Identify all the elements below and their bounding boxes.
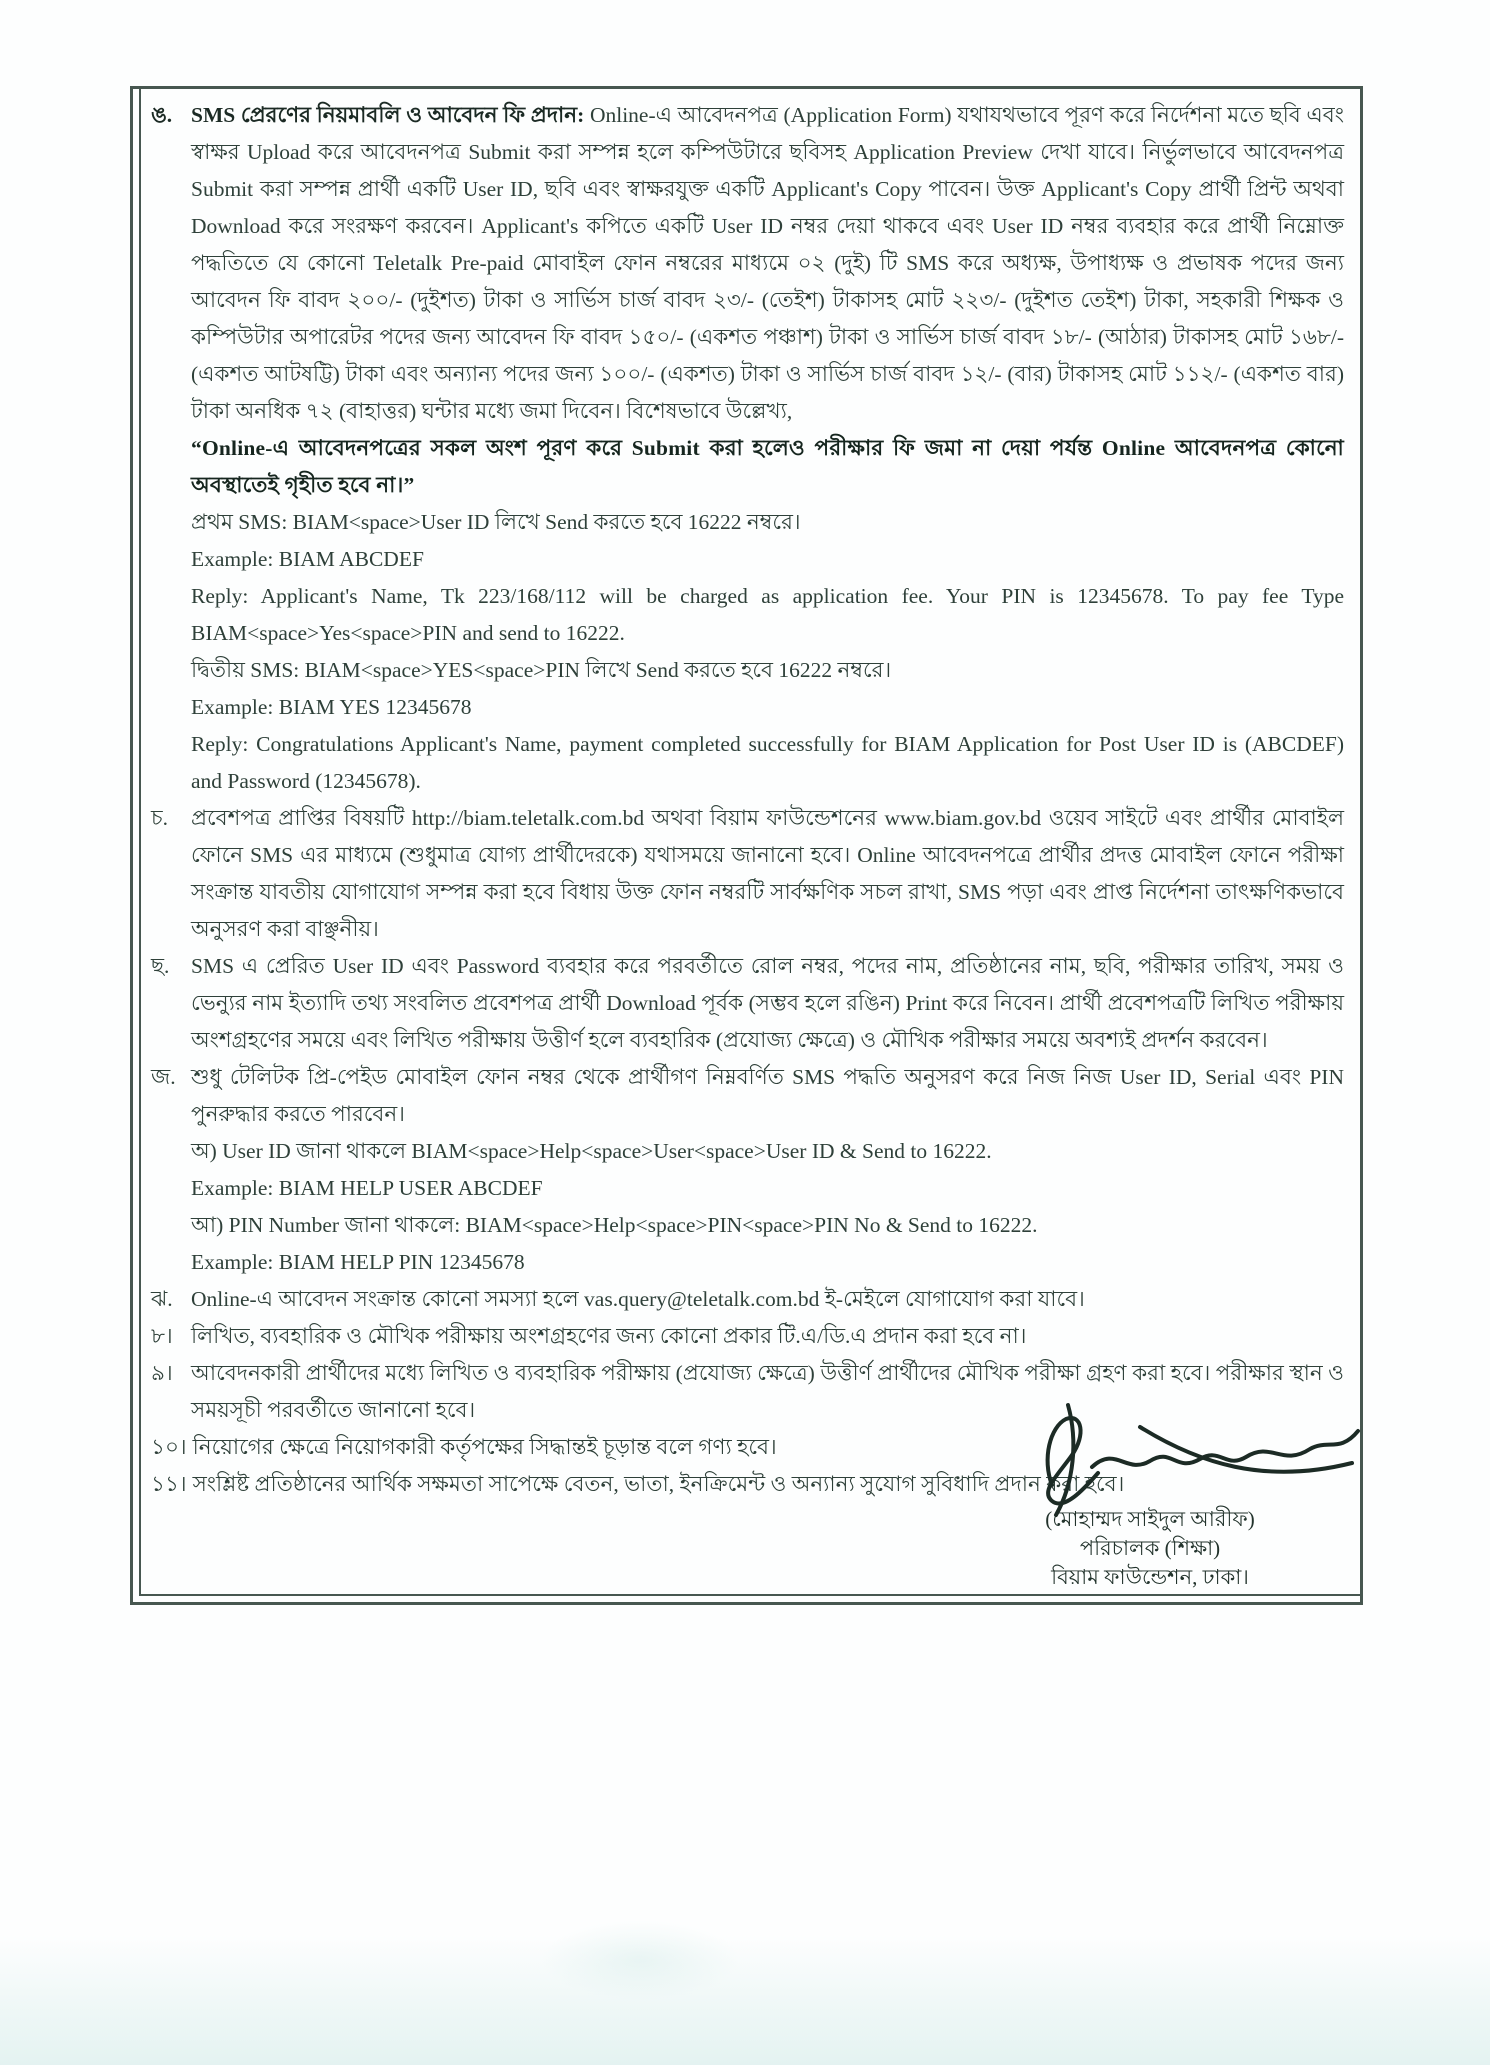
sms-rules-heading: SMS প্রেরণের নিয়মাবলি ও আবেদন ফি প্রদান: (191, 103, 585, 127)
notice-item-no-ta-da (151, 1318, 1344, 1355)
signatory-organization: বিয়াম ফাউন্ডেশন, ঢাকা। (1051, 1565, 1249, 1589)
item-label: ঙ. (151, 103, 173, 127)
signatory-name: (মোহাম্মদ সাইদুল আরীফ) (1045, 1507, 1255, 1531)
sms-rules-paragraph (191, 97, 1344, 430)
signature-block (980, 1505, 1320, 1592)
download-admit-text: SMS এ প্রেরিত User ID এবং Password ব্যবহার করে পরবর্তীতে রোল নম্বর, পদের নাম, প্রতিষ্ঠানের নাম, ছবি, পরীক্ষার তারিখ, সময় ও ভেন্যুর নাম ইত্যাদি তথ্য সংবলিত প্রবেশপত্র প্রার্থী Download পূর্বক (সম্ভব হলে রঙিন) Print করে নিবেন। প্রার্থী প্রবেশপত্রটি লিখিত পরীক্ষায় অংশগ্রহণের সময়ে এবং লিখিত পরীক্ষায় উত্তীর্ণ হলে ব্যবহারিক (প্রযোজ্য ক্ষেত্রে) ও মৌখিক পরীক্ষার সময়ে অবশ্যই প্রদর্শন করবেন। (191, 954, 1344, 1052)
authority-decision-text: নিয়োগের ক্ষেত্রে নিয়োগকারী কর্তৃপক্ষের সিদ্ধান্তই চূড়ান্ত বলে গণ্য হবে। (192, 1435, 777, 1459)
recovery-pin-instruction: আ) PIN Number জানা থাকলে: BIAM<space>Help<space>PIN<space>PIN No & Send to 16222. (191, 1213, 1038, 1237)
item-label: ৯। (151, 1361, 173, 1385)
item-label: চ. (151, 806, 168, 830)
item-label: ছ. (151, 954, 170, 978)
item-label: ১০। (151, 1435, 187, 1459)
recovery-pin-example: Example: BIAM HELP PIN 12345678 (191, 1250, 525, 1274)
fee-warning-note: “Online-এ আবেদনপত্রের সকল অংশ পূরণ করে Submit করা হলেও পরীক্ষার ফি জমা না দেয়া পর্যন্ত Online আবেদনপত্র কোনো অবস্থাতেই গৃহীত হবে না।” (191, 436, 1344, 497)
exam-schedule-text: আবেদনকারী প্রার্থীদের মধ্যে লিখিত ও ব্যবহারিক পরীক্ষায় (প্রযোজ্য ক্ষেত্রে) উত্তীর্ণ প্রার্থীদের মৌখিক পরীক্ষা গ্রহণ করা হবে। পরীক্ষার স্থান ও সময়সূচী পরবর্তীতে জানানো হবে। (191, 1361, 1344, 1422)
sms-rules-text: Online-এ আবেদনপত্র (Application Form) যথাযথভাবে পূরণ করে নির্দেশনা মতে ছবি এবং স্বাক্ষর Upload করে আবেদনপত্র Submit করা সম্পন্ন হলে কম্পিউটারে ছবিসহ Application Preview দেখা যাবে। নির্ভুলভাবে আবেদনপত্র Submit করা সম্পন্ন প্রার্থী একটি User ID, ছবি এবং স্বাক্ষরযুক্ত একটি Applicant's Copy পাবেন। উক্ত Applicant's Copy প্রার্থী প্রিন্ট অথবা Download করে সংরক্ষণ করবেন। Applicant's কপিতে একটি User ID নম্বর দেয়া থাকবে এবং User ID নম্বর ব্যবহার করে প্রার্থী নিম্নোক্ত পদ্ধতিতে যে কোনো Teletalk Pre-paid মোবাইল ফোন নম্বরের মাধ্যমে ০২ (দুই) টি SMS করে অধ্যক্ষ, উপাধ্যক্ষ ও প্রভাষক পদের জন্য আবেদন ফি বাবদ ২০০/- (দুইশত) টাকা ও সার্ভিস চার্জ বাবদ ২৩/- (তেইশ) টাকাসহ মোট ২২৩/- (দুইশত তেইশ) টাকা, সহকারী শিক্ষক ও কম্পিউটার অপারেটর পদের জন্য আবেদন ফি বাবদ ১৫০/- (একশত পঞ্চাশ) টাকা ও সার্ভিস চার্জ বাবদ ১৮/- (আঠার) টাকাসহ মোট ১৬৮/- (একশত আটষট্টি) টাকা এবং অন্যান্য পদের জন্য ১০০/- (একশত) টাকা ও সার্ভিস চার্জ বাবদ ১২/- (বার) টাকাসহ মোট ১১২/- (একশত বার) টাকা অনধিক ৭২ (বাহাত্তর) ঘন্টার মধ্যে জমা দিবেন। বিশেষভাবে উল্লেখ্য, (191, 103, 1345, 423)
item-label: ঝ. (151, 1287, 173, 1311)
notice-border-box (130, 86, 1363, 1605)
notice-item-benefits (151, 1466, 1344, 1503)
second-sms-instruction: দ্বিতীয় SMS: BIAM<space>YES<space>PIN লিখে Send করতে হবে 16222 নম্বরে। (191, 658, 892, 682)
second-sms-reply: Reply: Congratulations Applicant's Name, payment completed successfully for BIAM Application for Post User ID is (ABCDEF) and Password (12345678). (191, 732, 1344, 793)
no-ta-da-text: লিখিত, ব্যবহারিক ও মৌখিক পরীক্ষায় অংশগ্রহণের জন্য কোনো প্রকার টি.এ/ডি.এ প্রদান করা হবে না। (191, 1324, 1027, 1348)
notice-item-authority-decision (151, 1429, 1344, 1466)
signatory-title: পরিচালক (শিক্ষা) (1079, 1536, 1221, 1560)
notice-content (133, 93, 1360, 1594)
scan-noise-patch (540, 1920, 740, 2000)
first-sms-instruction: প্রথম SMS: BIAM<space>User ID লিখে Send করতে হবে 16222 নম্বরে। (191, 510, 801, 534)
admit-card-text: প্রবেশপত্র প্রাপ্তির বিষয়টি http://biam.teletalk.com.bd অথবা বিয়াম ফাউন্ডেশনের www.biam.gov.bd ওয়েব সাইটে এবং প্রার্থীর মোবাইল ফোনে SMS এর মাধ্যমে (শুধুমাত্র যোগ্য প্রার্থীদেরকে) যথাসময়ে জানানো হবে। Online আবেদনপত্রে প্রার্থীর প্রদত্ত মোবাইল ফোনে পরীক্ষা সংক্রান্ত যাবতীয় যোগাযোগ সম্পন্ন করা হবে বিধায় উক্ত ফোন নম্বরটি সার্বক্ষণিক সচল রাখা, SMS পড়া এবং প্রাপ্ত নির্দেশনা তাৎক্ষণিকভাবে অনুসরণ করা বাঞ্ছনীয়। (191, 806, 1344, 941)
notice-item-recovery (151, 1059, 1344, 1281)
second-sms-example: Example: BIAM YES 12345678 (191, 695, 472, 719)
first-sms-example: Example: BIAM ABCDEF (191, 547, 424, 571)
notice-item-exam-schedule (151, 1355, 1344, 1429)
recovery-userid-instruction: অ) User ID জানা থাকলে BIAM<space>Help<space>User<space>User ID & Send to 16222. (191, 1139, 992, 1163)
scan-noise-band (0, 1935, 1490, 2065)
item-label: ১১। (151, 1472, 187, 1496)
item-label: জ. (151, 1065, 176, 1089)
notice-item-sms-rules (151, 97, 1344, 800)
support-email-text: Online-এ আবেদন সংক্রান্ত কোনো সমস্যা হলে vas.query@teletalk.com.bd ই-মেইলে যোগাযোগ করা যাবে। (191, 1287, 1085, 1311)
recovery-text: শুধু টেলিটক প্রি-পেইড মোবাইল ফোন নম্বর থেকে প্রার্থীগণ নিম্নবর্ণিত SMS পদ্ধতি অনুসরণ করে নিজ নিজ User ID, Serial এবং PIN পুনরুদ্ধার করতে পারবেন। (191, 1065, 1344, 1126)
notice-item-admit-card (151, 800, 1344, 948)
item-label: ৮। (151, 1324, 173, 1348)
first-sms-reply: Reply: Applicant's Name, Tk 223/168/112 will be charged as application fee. Your PIN is 12345678. To pay fee Type BIAM<space>Yes<space>PIN and send to 16222. (191, 584, 1344, 645)
notice-item-support-email (151, 1281, 1344, 1318)
notice-item-download-admit (151, 948, 1344, 1059)
recovery-userid-example: Example: BIAM HELP USER ABCDEF (191, 1176, 543, 1200)
benefits-text: সংশ্লিষ্ট প্রতিষ্ঠানের আর্থিক সক্ষমতা সাপেক্ষে বেতন, ভাতা, ইনক্রিমেন্ট ও অন্যান্য সুযোগ সুবিধাদি প্রদান করা হবে। (192, 1472, 1125, 1496)
